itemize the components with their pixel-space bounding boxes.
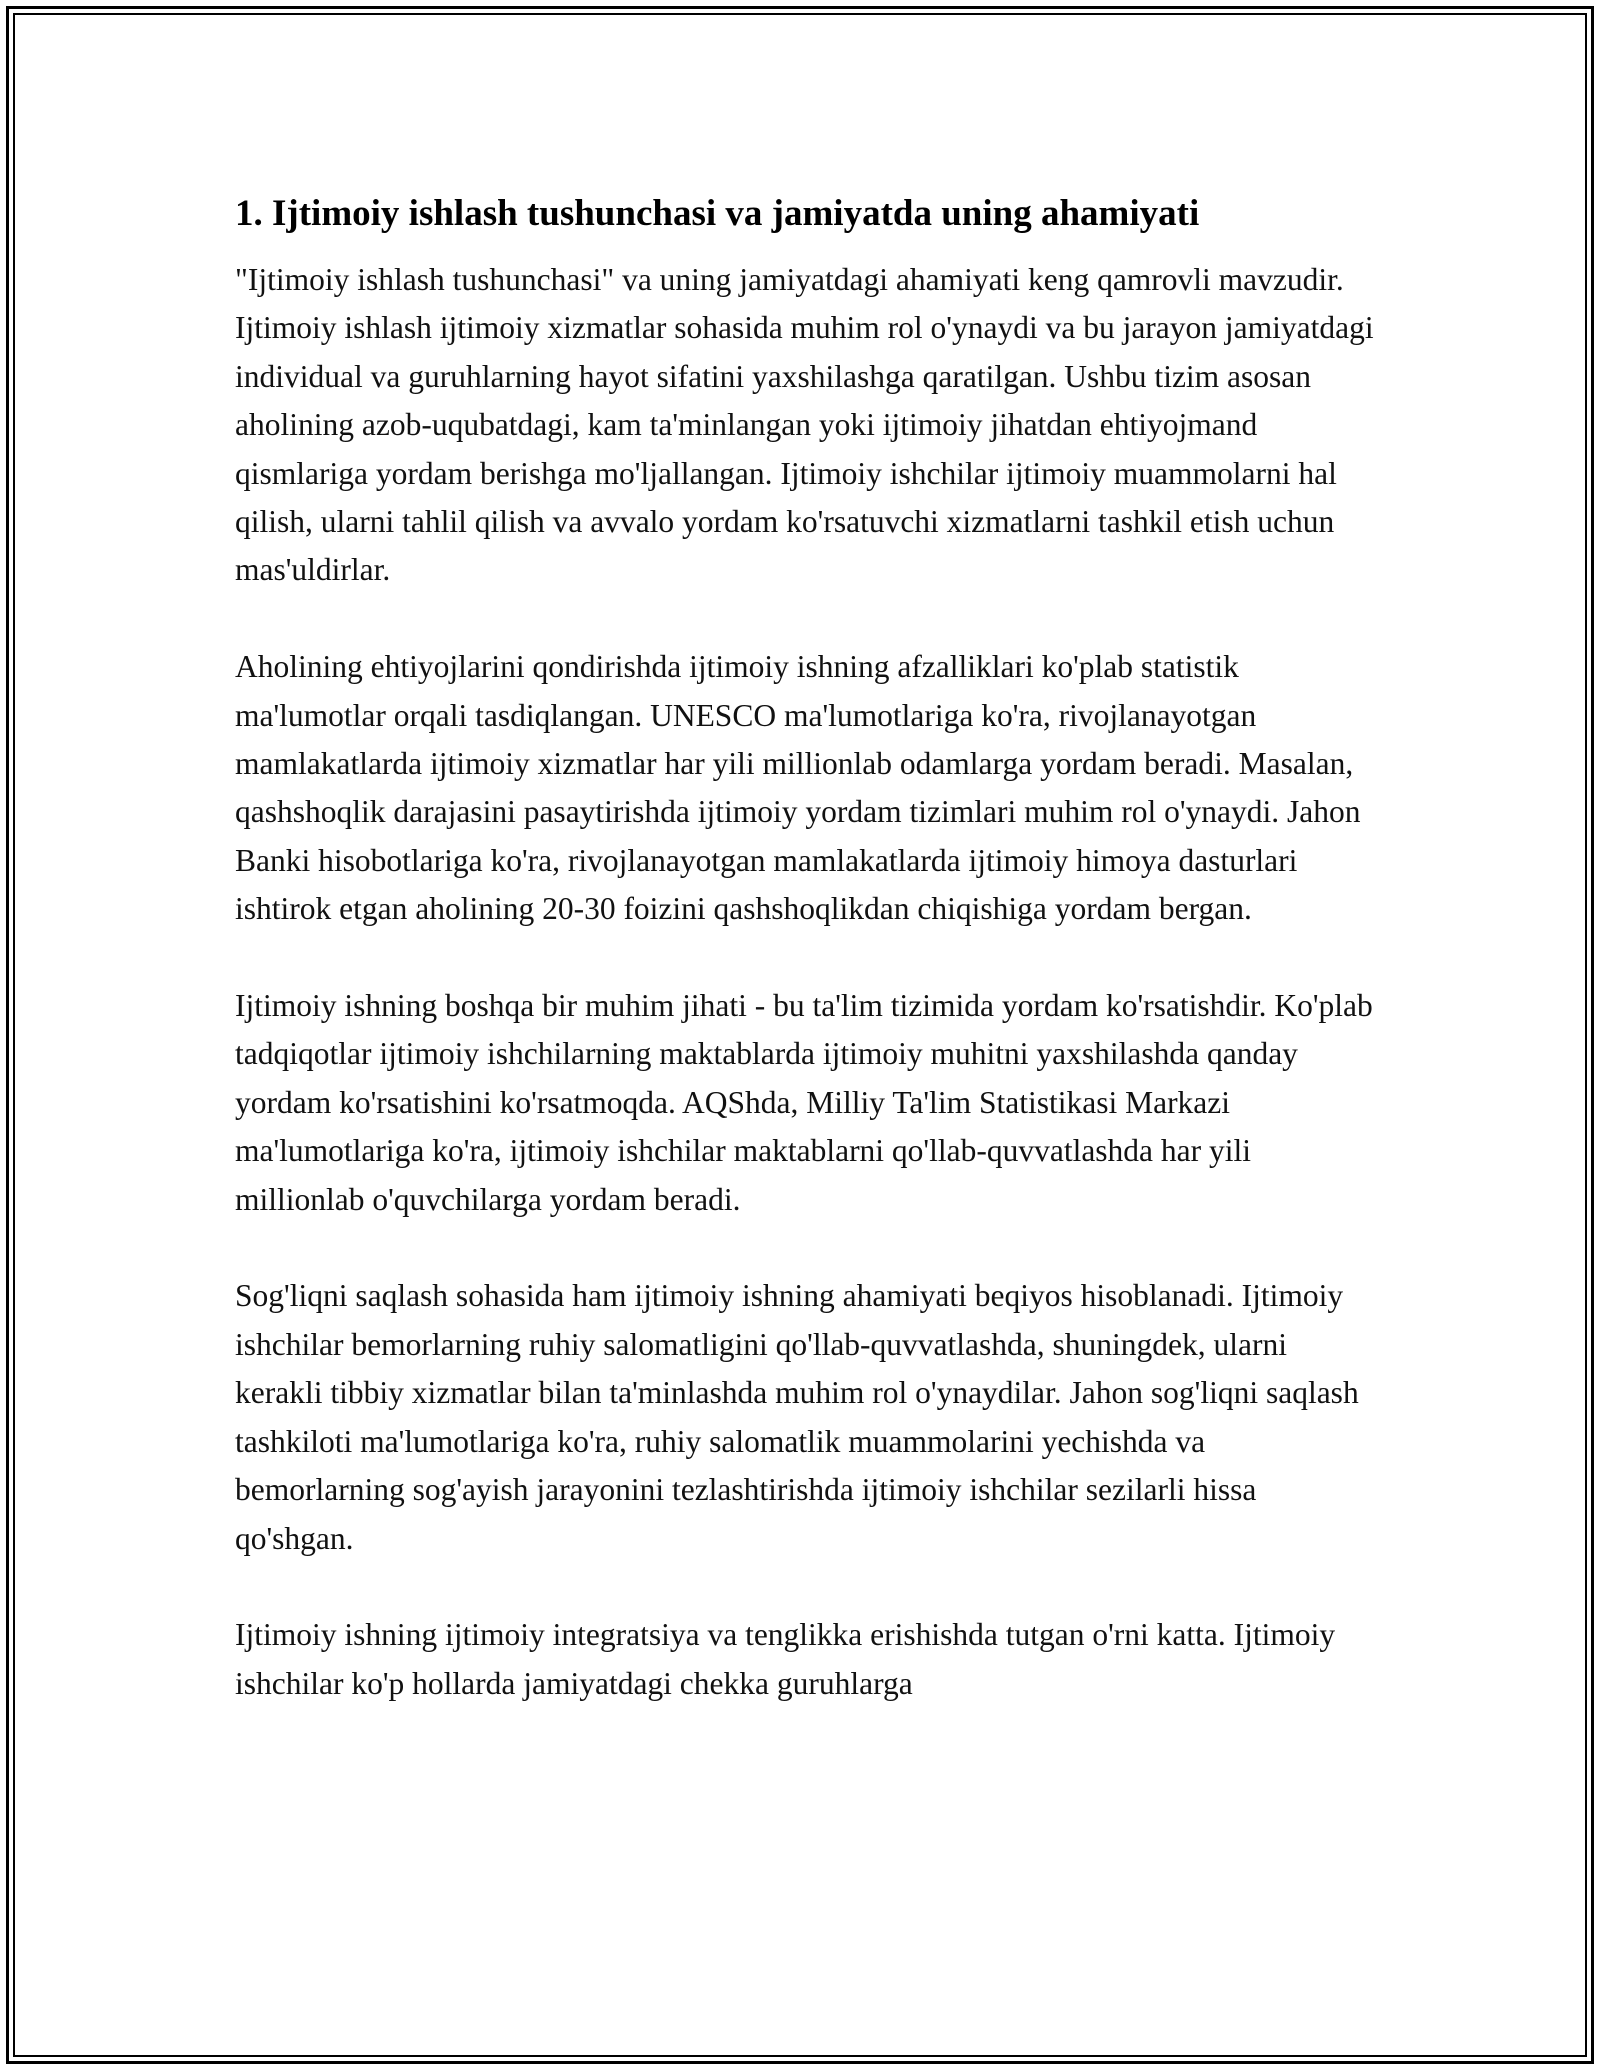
paragraph-1: "Ijtimoiy ishlash tushunchasi" va uning jamiyatdagi ahamiyati keng qamrovli mavzudir. Ijtimoiy ishlash ijtimoiy xizmatlar sohasida muhim rol o'ynaydi va bu jarayon jamiyatdagi individual va guruhlarning hayot sifatini yaxshilashga qaratilgan. Ushbu tizim asosan aholining azob-uqubatdagi, kam ta'minlangan yoki ijtimoiy jihatdan ehtiyojmand qismlariga yordam berishga mo'ljallangan. Ijtimoiy ishchilar ijtimoiy muammolarni hal qilish, ularni tahlil qilish va avvalo yordam ko'rsatuvchi xizmatlarni tashkil etish uchun mas'uldirlar. bbox=[235, 262, 1374, 588]
paragraph-5: Ijtimoiy ishning ijtimoiy integratsiya va tenglikka erishishda tutgan o'rni katta. Ijtimoiy ishchilar ko'p hollarda jamiyatdagi chekka guruhlarga bbox=[235, 1617, 1336, 1701]
paragraph-3: Ijtimoiy ishning boshqa bir muhim jihati - bu ta'lim tizimida yordam ko'rsatishdir. Ko'plab tadqiqotlar ijtimoiy ishchilarning maktablarda ijtimoiy muhitni yaxshilashda qanday yordam ko'rsatishini ko'rsatmoqda. AQShda, Milliy Ta'lim Statistikasi Markazi ma'lumotlariga ko'ra, ijtimoiy ishchilar maktablarni qo'llab-quvvatlashda har yili millionlab o'quvchilarga yordam beradi. bbox=[235, 988, 1373, 1217]
paragraph-2: Aholining ehtiyojlarini qondirishda ijtimoiy ishning afzalliklari ko'plab statistik ma'lumotlar orqali tasdiqlangan. UNESCO ma'lumotlariga ko'ra, rivojlanayotgan mamlakatlarda ijtimoiy xizmatlar har yili millionlab odamlarga yordam beradi. Masalan, qashshoqlik darajasini pasaytirishda ijtimoiy yordam tizimlari muhim rol o'ynaydi. Jahon Banki hisobotlariga ko'ra, rivojlanayotgan mamlakatlarda ijtimoiy himoya dasturlari ishtirok etgan aholining 20-30 foizini qashshoqlikdan chiqishiga yordam bergan. bbox=[235, 649, 1361, 927]
paragraph-4: Sog'liqni saqlash sohasida ham ijtimoiy ishning ahamiyati beqiyos hisoblanadi. Ijtimoiy ishchilar bemorlarning ruhiy salomatligini qo'llab-quvvatlashda, shuningdek, ularni kerakli tibbiy xizmatlar bilan ta'minlashda muhim rol o'ynaydilar. Jahon sog'liqni saqlash tashkiloti ma'lumotlariga ko'ra, ruhiy salomatlik muammolarini yechishda va bemorlarning sog'ayish jarayonini tezlashtirishda ijtimoiy ishchilar sezilarli hissa qo'shgan. bbox=[235, 1278, 1359, 1556]
document-body bbox=[235, 186, 1375, 1757]
section-heading: 1. Ijtimoiy ishlash tushunchasi va jamiyatda uning ahamiyati bbox=[235, 193, 1200, 234]
